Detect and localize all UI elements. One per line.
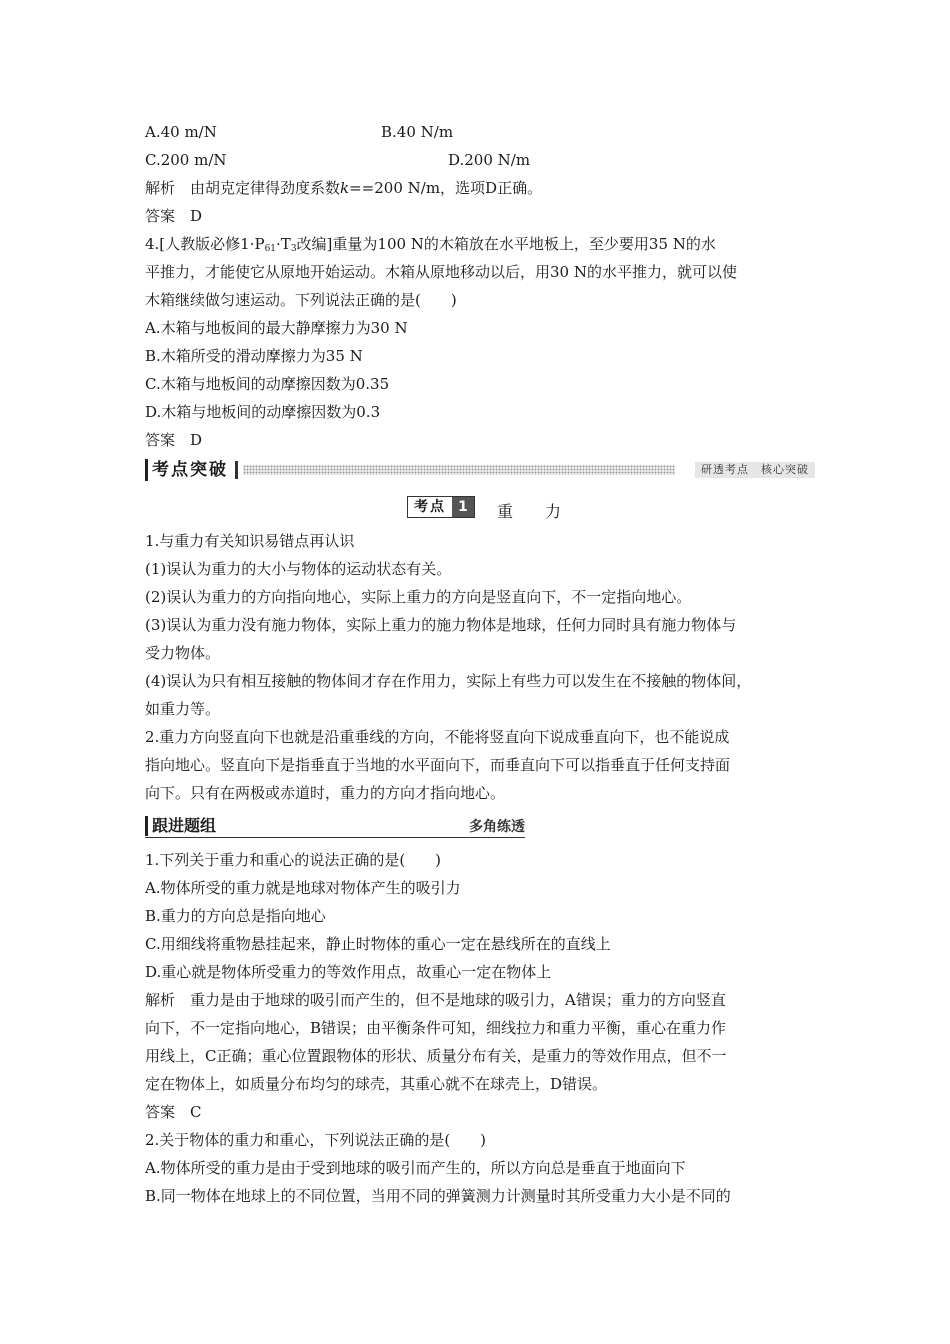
q4-l1c: 改编]重量为100 N的木箱放在水平地板上，至少要用35 N的水 (296, 235, 716, 253)
q3-analysis-var: k (340, 179, 350, 197)
point-line: 2.重力方向竖直向下也就是沿重垂线的方向，不能将竖直向下说成垂直向下，也不能说成 (145, 728, 730, 746)
q4-stem-line3: 木箱继续做匀速运动。下列说法正确的是( ) (145, 291, 457, 309)
q4-stem-line1 (145, 234, 818, 254)
option-d: D.200 N/m (448, 151, 531, 169)
option-a: A.40 m/N (145, 123, 217, 141)
exercise-line: 用线上，C正确；重心位置跟物体的形状、质量分布有关，是重力的等效作用点，但不一 (145, 1047, 727, 1065)
kaodian-number: 1 (452, 497, 474, 517)
q4-answer: 答案 D (145, 431, 203, 449)
q3-answer: 答案 D (145, 207, 203, 225)
q4-stem-line2: 平推力，才能使它从原地开始运动。木箱从原地移动以后，用30 N的水平推力，就可以使 (145, 263, 737, 281)
point-line: 1.与重力有关知识易错点再认识 (145, 532, 355, 550)
point-line: 指向地心。竖直向下是指垂直于当地的水平面向下，而垂直向下可以指垂直于任何支持面 (145, 756, 731, 774)
point-line: (2)误认为重力的方向指向地心，实际上重力的方向是竖直向下，不一定指向地心。 (145, 588, 692, 606)
exercise-line: B.同一物体在地球上的不同位置，当用不同的弹簧测力计测量时其所受重力大小是不同的 (145, 1187, 731, 1205)
option-c: C.200 m/N (145, 151, 227, 169)
q3-analysis-suffix: ==200 N/m，选项D正确。 (349, 179, 543, 197)
point-line: 受力物体。 (145, 644, 221, 662)
section-title: 考点突破 (145, 459, 228, 481)
option-b: B.40 N/m (381, 123, 454, 141)
exercise-line: 1.下列关于重力和重心的说法正确的是( ) (145, 851, 442, 869)
group-header-bar (145, 816, 525, 838)
exercise-line: 定在物体上，如质量分布均匀的球壳，其重心就不在球壳上，D错误。 (145, 1075, 608, 1093)
section-header-bar (145, 459, 815, 481)
section-subtitle: 研透考点 核心突破 (695, 462, 815, 478)
point-line: (3)误认为重力没有施力物体，实际上重力的施力物体是地球，任何力同时具有施力物体与 (145, 616, 737, 634)
q3-analysis-prefix: 解析 由胡克定律得劲度系数 (145, 179, 341, 197)
exercise-line: 解析 重力是由于地球的吸引而产生的，但不是地球的吸引力，A错误；重力的方向竖直 (145, 991, 726, 1009)
point-line: (4)误认为只有相互接触的物体间才存在作用力，实际上有些力可以发生在不接触的物体间， (145, 672, 752, 690)
exercise-line: D.重心就是物体所受重力的等效作用点，故重心一定在物体上 (145, 963, 552, 981)
exercise-line: B.重力的方向总是指向地心 (145, 907, 326, 925)
kaodian-label: 考点 (414, 499, 446, 515)
exercise-line: 向下，不一定指向地心，B错误；由平衡条件可知，细线拉力和重力平衡，重心在重力作 (145, 1019, 727, 1037)
exercise-line: 答案 C (145, 1103, 202, 1121)
section-separator (235, 461, 238, 479)
exercise-line: A.物体所受的重力就是地球对物体产生的吸引力 (145, 879, 461, 897)
q4-l1b: ·T (276, 235, 291, 253)
kaodian-badge (407, 496, 475, 518)
kaodian-title: 重 力 (497, 502, 570, 521)
q4-option-b: B.木箱所受的滑动摩擦力为35 N (145, 347, 363, 365)
group-subtitle: 多角练透 (469, 819, 525, 835)
exercise-line: A.物体所受的重力是由于受到地球的吸引而产生的，所以方向总是垂直于地面向下 (145, 1159, 686, 1177)
section-dotted-rule (243, 465, 675, 475)
q4-option-c: C.木箱与地板间的动摩擦因数为0.35 (145, 375, 390, 393)
q4-sub1: 61 (264, 244, 277, 254)
group-underline (145, 837, 525, 838)
q4-l1a: 4.[人教版必修1·P (145, 235, 265, 253)
q4-option-d: D.木箱与地板间的动摩擦因数为0.3 (145, 403, 381, 421)
exercise-line: C.用细线将重物悬挂起来，静止时物体的重心一定在悬线所在的直线上 (145, 935, 611, 953)
group-title: 跟进题组 (145, 816, 216, 836)
q4-sub2: 3 (290, 244, 297, 254)
exercise-line: 2.关于物体的重力和重心，下列说法正确的是( ) (145, 1131, 487, 1149)
q4-option-a: A.木箱与地板间的最大静摩擦力为30 N (145, 319, 408, 337)
point-line: 向下。只有在两极或赤道时，重力的方向才指向地心。 (145, 784, 506, 802)
point-line: 如重力等。 (145, 700, 221, 718)
q3-analysis (145, 178, 818, 198)
point-line: (1)误认为重力的大小与物体的运动状态有关。 (145, 560, 452, 578)
